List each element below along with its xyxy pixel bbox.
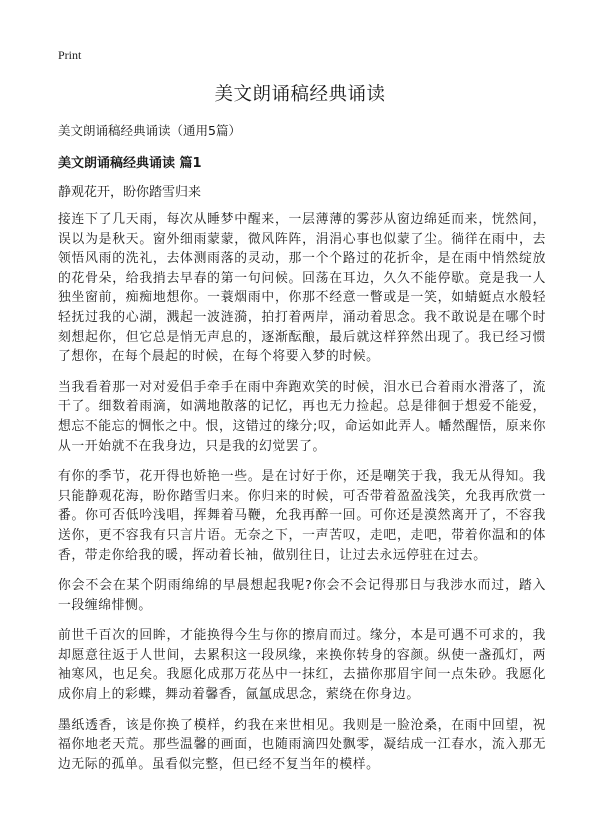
- paragraph: 墨纸透香，该是你换了模样，约我在来世相见。我则是一脸沧桑，在雨中回望，祝福你地老天荒。那些温馨的画面，也随雨滴四处飘零，凝结成一江春水，流入那无边无际的孤单。虽看似完整，但已经不复当年的模样。: [58, 717, 546, 772]
- paragraph: 接连下了几天雨，每次从睡梦中醒来，一层薄薄的雾莎从窗边绵延而来，恍然间，误以为是秋天。窗外细雨蒙蒙，微风阵阵，涓涓心事也似蒙了尘。徜徉在雨中，去领悟风雨的洗礼，去体测雨落的灵动，那一个个路过的花折伞，是在雨中悄然绽放的花骨朵，给我捎去早春的第一句问候。回荡在耳边，久久不能停歇。竟是我一人独坐窗前，痴痴地想你。一蓑烟雨中，你那不经意一瞥或是一笑，如蜻蜓点水般轻轻抚过我的心湖，溅起一波涟漪，拍打着两岸，涌动着思念。我不敢说是在哪个时刻想起你，但它总是悄无声息的，逐渐酝酿，最后就这样猝然出现了。我已经习惯了想你，在每个晨起的时候，在每个将要入梦的时候。: [58, 212, 546, 365]
- document-subtitle: 美文朗诵稿经典诵读（通用5篇）: [58, 123, 241, 138]
- print-link[interactable]: Print: [58, 48, 82, 62]
- paragraph: 你会不会在某个阴雨绵绵的早晨想起我呢?你会不会记得那日与我涉水而过，踏入一段缠绵悱恻。: [58, 578, 546, 613]
- article-body: [58, 210, 546, 785]
- paragraph: 有你的季节，花开得也娇艳一些。是在讨好于你，还是嘲笑于我，我无从得知。我只能静观花海，盼你踏雪归来。你归来的时候，可否带着盈盈浅笑，允我再欣赏一番。你可否低吟浅唱，挥舞着马鞭，允我再醉一回。可你还是漠然离开了，不容我送你，更不容我有只言片语。无奈之下，一声苦叹，走吧，走吧，带着你温和的体香，带走你给我的暖，挥动着长袖，做别往日，让过去永远停驻在过去。: [58, 469, 546, 563]
- intro-line: 静观花开，盼你踏雪归来: [58, 185, 202, 200]
- paragraph: 前世千百次的回眸，才能换得今生与你的擦肩而过。缘分，本是可遇不可求的，我却愿意往返于人世间，去累积这一段夙缘，来换你转身的容颜。纵使一盏孤灯，两袖寒风，也足矣。我愿化成那万花丛中一抹红，去描你那眉宇间一点朱砂。我愿化成你肩上的彩蝶，舞动着馨香，氤氲成思念，萦绕在你身边。: [58, 628, 546, 703]
- section-heading: 美文朗诵稿经典诵读 篇1: [58, 156, 202, 171]
- paragraph: 当我看着那一对对爱侣手牵手在雨中奔跑欢笑的时候，泪水已合着雨水滑落了，流干了。细数着雨滴，如满地散落的记忆，再也无力捡起。总是徘徊于想爱不能爱，想忘不能忘的惆怅之中。恨，这错过的缘分;叹，命运如此弄人。幡然醒悟，原来你从一开始就不在我身边，只是我的幻觉罢了。: [58, 379, 546, 454]
- document-title: 美文朗诵稿经典诵读: [214, 84, 386, 105]
